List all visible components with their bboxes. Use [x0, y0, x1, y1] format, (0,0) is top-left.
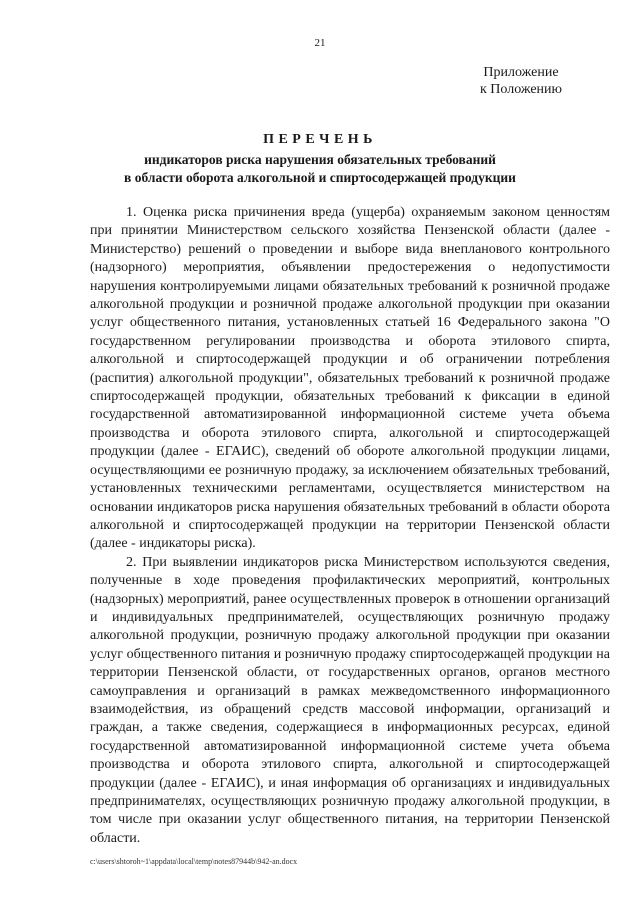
document-title: ПЕРЕЧЕНЬ — [263, 132, 377, 147]
document-subtitle — [0, 151, 640, 187]
appendix-line-2: к Положению — [479, 82, 562, 97]
subtitle-line-1: индикаторов риска нарушения обязательных требований — [144, 152, 496, 167]
document-body — [90, 204, 610, 848]
file-path-footer: c:\users\shtoroh~1\appdata\local\temp\notes87944b\942-an.docx — [90, 857, 298, 866]
page-number: 21 — [314, 37, 326, 49]
paragraph-2: 2. При выявлении индикаторов риска Министерством используются сведения, полученные в ходе проведения профилактических мероприятий, контрольных (надзорных) мероприятий, ранее осуществленных проверок в отношении организаций и индивидуальных предпринимателей, осуществляющих розничную продажу алкогольной продукции, розничную продажу алкогольной продукции при оказании услуг общественного питания и розничную продажу спиртосодержащей продукции на территории Пензенской области, от государственных органов, органов местного самоуправления и организаций в рамках межведомственного информационного взаимодействия, из обращений средств массовой информации, организаций и граждан, а также сведения, содержащиеся в информационных ресурсах, единой государственной автоматизированной информационной системе учета объема производства и оборота этилового спирта, алкогольной и спиртосодержащей продукции (далее - ЕГАИС), и иная информация об организациях и индивидуальных предпринимателях, осуществляющих розничную продажу алкогольной продукции, в том числе при оказании услуг общественного питания, на территории Пензенской области. — [90, 554, 610, 846]
appendix-note — [480, 64, 562, 98]
appendix-line-1: Приложение — [483, 65, 559, 80]
paragraph-1: 1. Оценка риска причинения вреда (ущерба) охраняемым законом ценностям при принятии Министерством сельского хозяйства Пензенской области (далее - Министерство) решений о проведении и выборе вида внепланового контрольного (надзорного) мероприятия, объявлении предостережения о недопустимости нарушения контролируемыми лицами обязательных требований к розничной продаже алкогольной продукции и розничной продаже алкогольной продукции при оказании услуг общественного питания, установленных статьей 16 Федерального закона "О государственном регулировании производства и оборота этилового спирта, алкогольной и спиртосодержащей продукции и об ограничении потребления (распития) алкогольной продукции", обязательных требований к розничной продаже спиртосодержащей продукции, обязательных требований к фиксации в единой государственной автоматизированной информационной системе учета объема производства и оборота этилового спирта, алкогольной и спиртосодержащей продукции (далее - ЕГАИС), сведений об обороте алкогольной продукции лицами, осуществляющими ее розничную продажу, за исключением обязательных требований, установленных техническими регламентами, осуществляется министерством на основании индикаторов риска нарушения обязательных требований в области оборота алкогольной и спиртосодержащей продукции на территории Пензенской области (далее - индикаторы риска). — [90, 205, 610, 552]
subtitle-line-2: в области оборота алкогольной и спиртосодержащей продукции — [124, 170, 516, 185]
